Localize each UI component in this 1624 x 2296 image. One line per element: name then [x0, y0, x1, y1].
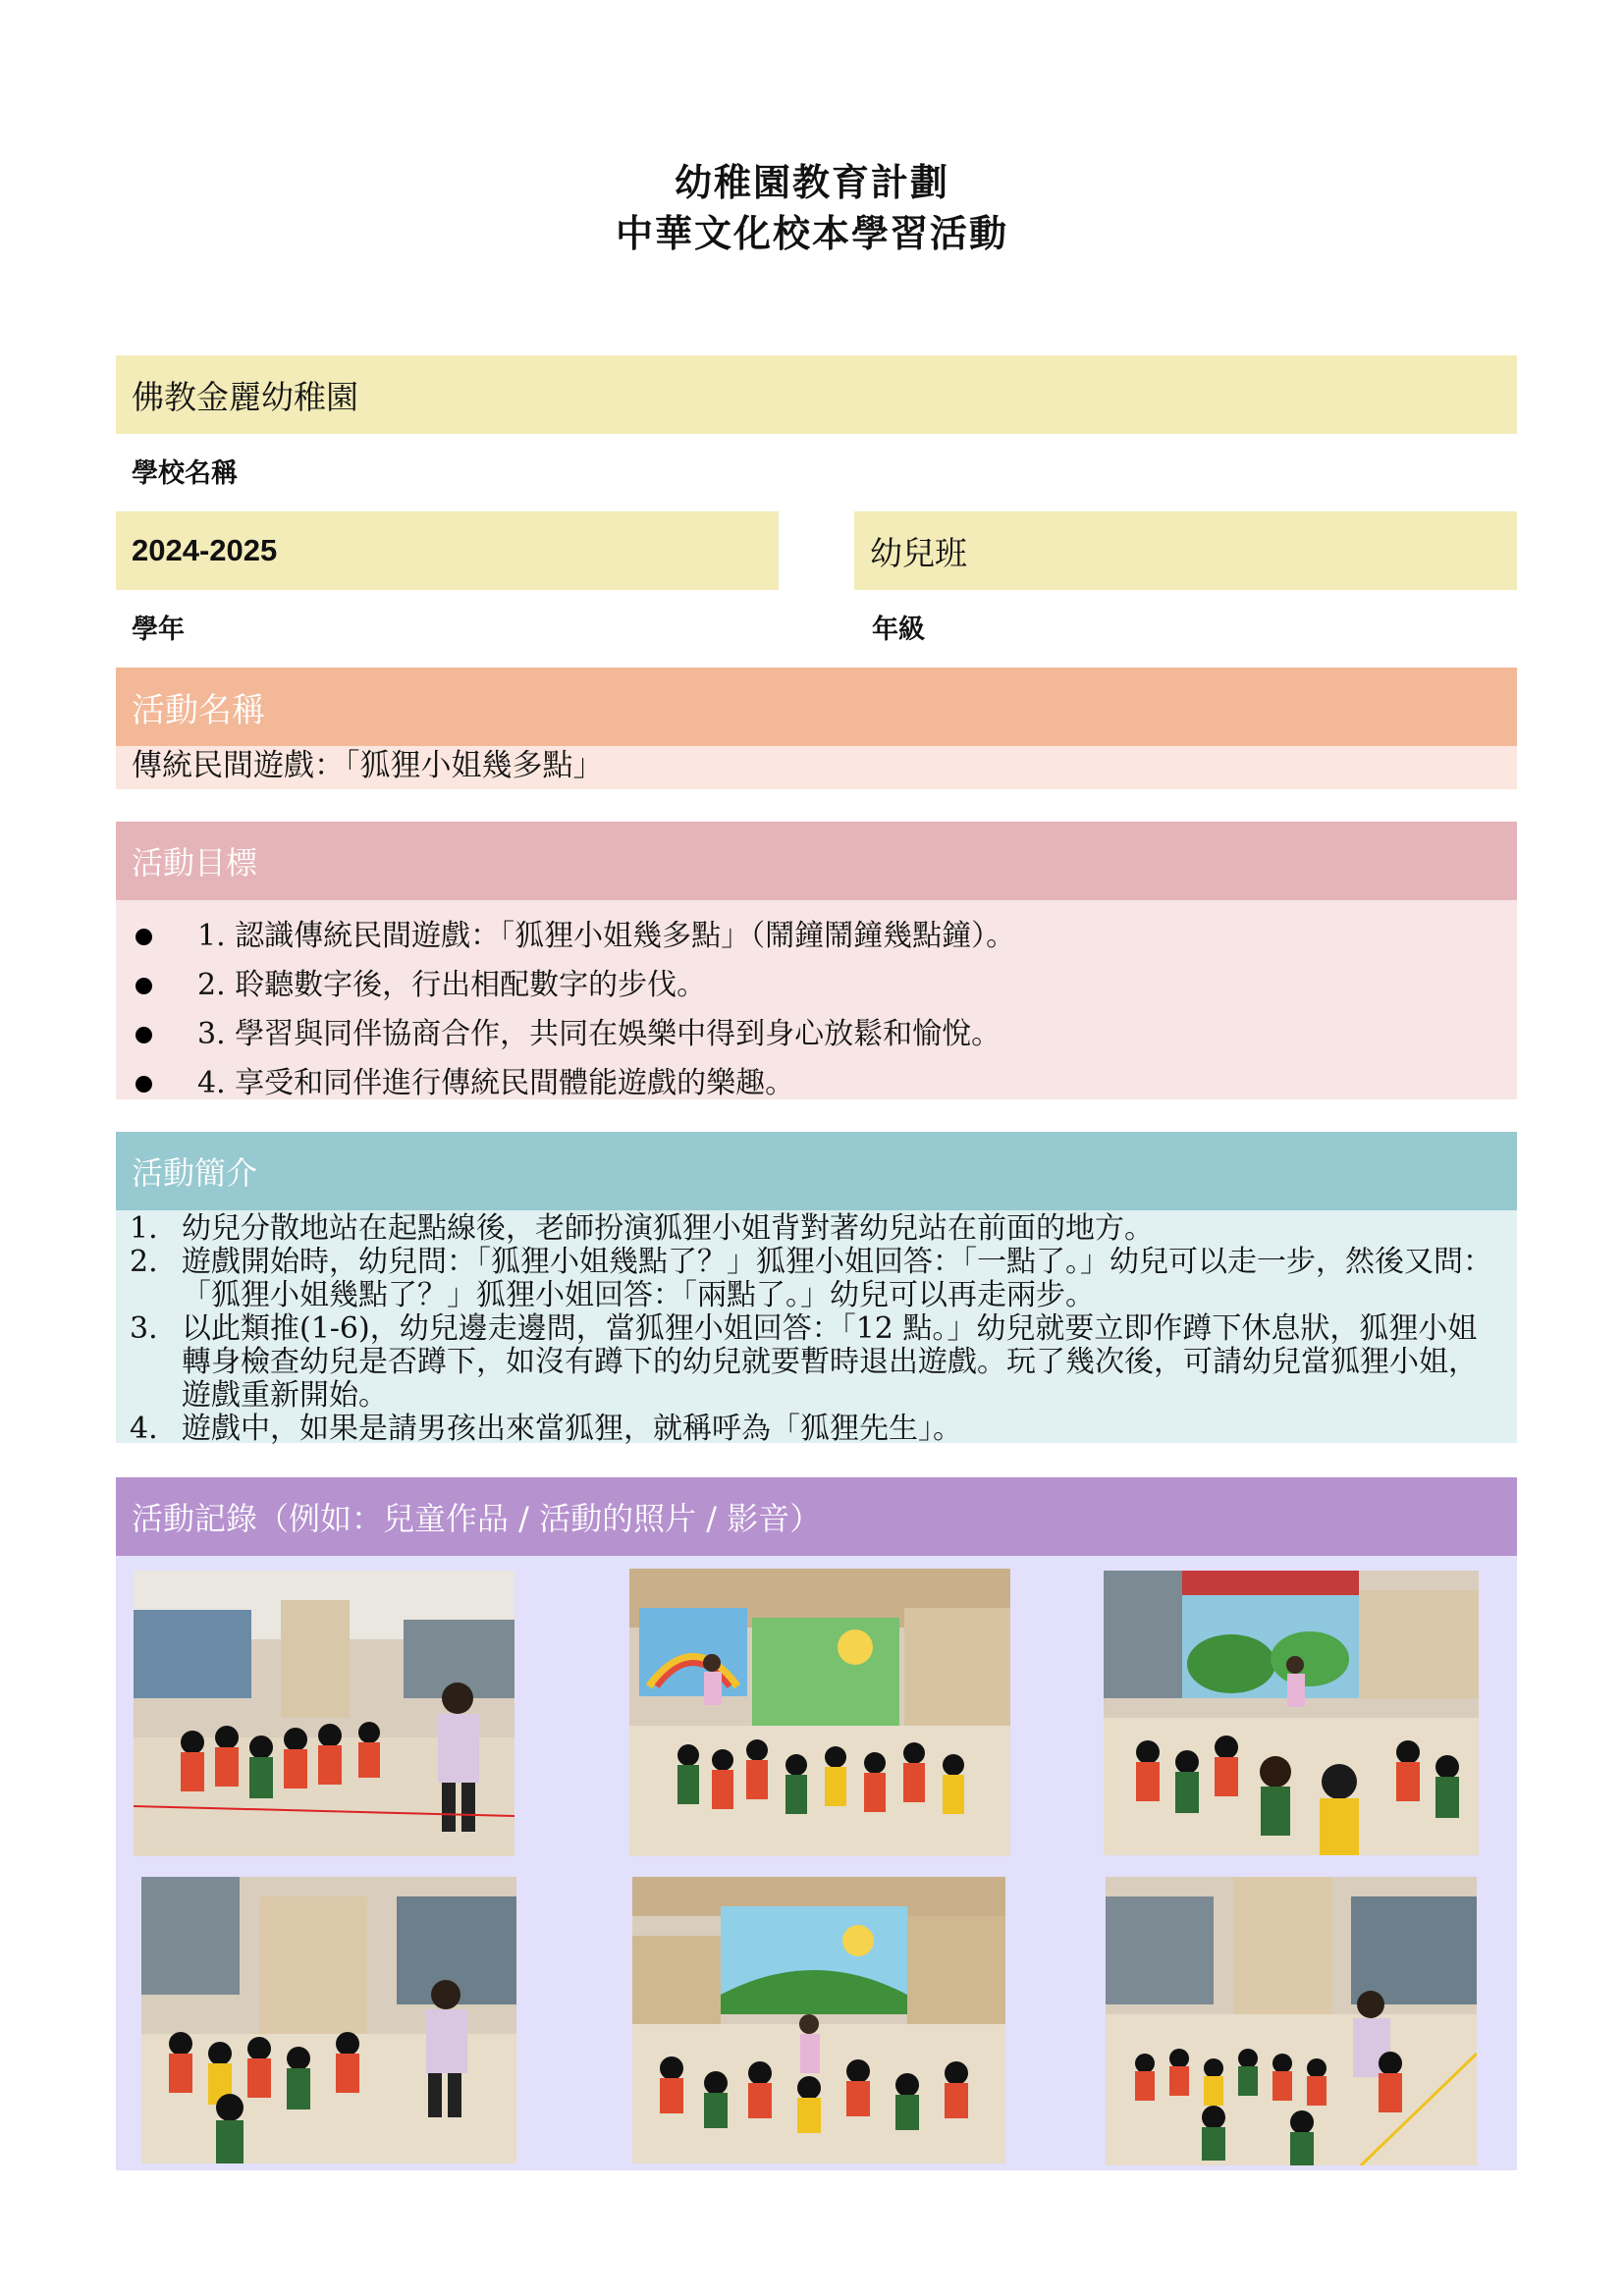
grade-field [854, 511, 1517, 590]
school-year-value: 2024-2025 [132, 533, 278, 567]
intro-item [116, 1246, 1517, 1312]
goals-heading [116, 822, 1517, 900]
bullet-icon [135, 978, 152, 994]
intro-item [116, 1413, 1517, 1446]
activity-photo [629, 1569, 1010, 1856]
intro-text: 幼兒分散地站在起點線後，老師扮演狐狸小姐背對著幼兒站在前面的地方。 [182, 1211, 1154, 1246]
goal-item [116, 912, 1517, 961]
bullet-icon [135, 1076, 152, 1093]
page-title [0, 157, 1624, 259]
intro-text: 遊戲中，如果是請男孩出來當狐狸，就稱呼為「狐狸先生」。 [182, 1412, 962, 1446]
activity-name-value: 傳統民間遊戲：「狐狸小姐幾多點」 [132, 748, 604, 783]
activity-photo [1104, 1571, 1479, 1855]
intro-text: 以此類推(1-6)，幼兒邊走邊問，當狐狸小姐回答：「12 點。」幼兒就要立即作蹲下休息狀，狐狸小姐轉身檢查幼兒是否蹲下，如沒有蹲下的幼兒就要暫時退出遊戲。玩了幾次後，可請幼兒當狐狸小姐，遊戲重新開始。 [182, 1311, 1478, 1413]
activity-photo [134, 1571, 514, 1856]
intro-number: 4. [130, 1412, 158, 1446]
intro-item [116, 1212, 1517, 1246]
school-name-field [116, 355, 1517, 434]
intro-heading-text: 活動簡介 [132, 1154, 258, 1192]
school-name-value: 佛教金麗幼稚園 [132, 377, 358, 416]
activity-photo [141, 1877, 516, 2163]
title-line-2: 中華文化校本學習活動 [615, 212, 1008, 255]
school-year-field [116, 511, 779, 590]
intro-number: 3. [130, 1311, 158, 1346]
intro-number: 2. [130, 1245, 158, 1279]
intro-text: 遊戲開始時，幼兒問：「狐狸小姐幾點了？」狐狸小姐回答：「一點了。」幼兒可以走一步，然後又問：「狐狸小姐幾點了？」狐狸小姐回答：「兩點了。」幼兒可以再走兩步。 [182, 1245, 1492, 1312]
school-name-label: 學校名稱 [132, 458, 238, 489]
activity-name-heading [116, 667, 1517, 746]
intro-body [116, 1210, 1517, 1446]
activity-photo [1106, 1877, 1477, 2165]
record-heading [116, 1477, 1517, 1556]
intro-item [116, 1312, 1517, 1413]
activity-name-body [116, 746, 1517, 789]
record-heading-text: 活動記錄（例如：兒童作品 / 活動的照片 / 影音） [132, 1500, 822, 1537]
goal-text: 4. 享受和同伴進行傳統民間體能遊戲的樂趣。 [197, 1066, 795, 1100]
bullet-icon [135, 929, 152, 945]
grade-value: 幼兒班 [870, 533, 967, 572]
goal-text: 1. 認識傳統民間遊戲：「狐狸小姐幾多點」（鬧鐘鬧鐘幾點鐘）。 [197, 919, 1016, 953]
goal-text: 3. 學習與同伴協商合作，共同在娛樂中得到身心放鬆和愉悅。 [197, 1017, 1001, 1051]
goals-list [116, 900, 1517, 1108]
goal-item [116, 1010, 1517, 1059]
goals-heading-text: 活動目標 [132, 844, 258, 881]
goal-text: 2. 聆聽數字後，行出相配數字的步伐。 [197, 968, 707, 1002]
school-year-label: 學年 [132, 614, 185, 645]
grade-label: 年級 [872, 614, 925, 645]
activity-name-heading-text: 活動名稱 [132, 690, 265, 730]
intro-number: 1. [130, 1211, 158, 1246]
intro-heading [116, 1132, 1517, 1210]
goals-body [116, 900, 1517, 1099]
bullet-icon [135, 1027, 152, 1043]
title-line-1: 幼稚園教育計劃 [674, 161, 949, 204]
goal-item [116, 961, 1517, 1010]
activity-photo [632, 1877, 1005, 2163]
goal-item [116, 1059, 1517, 1108]
